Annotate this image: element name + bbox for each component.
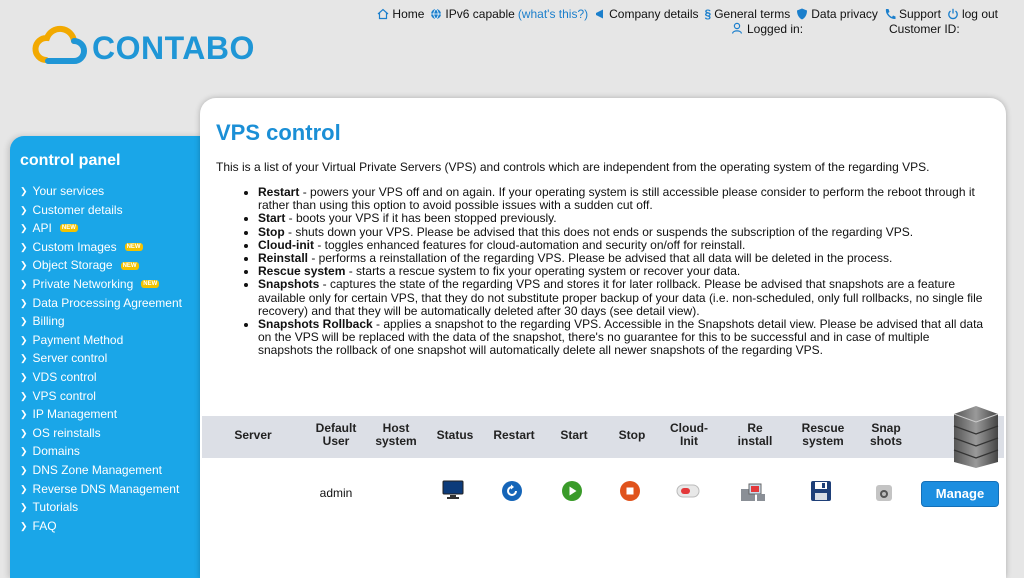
th-rescue-system — [802, 422, 845, 448]
new-badge: NEW — [126, 244, 141, 251]
th-default-user-line1: Default — [315, 421, 357, 435]
sidebar-item-private-networking[interactable] — [20, 275, 182, 294]
sidebar-item-label: Server control — [32, 351, 108, 366]
chevron-right-icon: ❯ — [20, 260, 28, 271]
th-rescue-line2: system — [802, 434, 844, 448]
new-badge: NEW — [143, 281, 158, 288]
th-server: Server — [234, 428, 272, 442]
sidebar-item-custom-images[interactable] — [20, 238, 182, 257]
page-title: VPS control — [216, 120, 341, 145]
rescue-floppy-icon[interactable] — [810, 480, 832, 502]
data-privacy-link[interactable] — [796, 7, 878, 21]
chevron-right-icon: ❯ — [20, 502, 28, 513]
sidebar-item-billing[interactable] — [20, 312, 182, 331]
chevron-right-icon: ❯ — [20, 278, 28, 289]
sidebar-item-label: IP Management — [32, 407, 118, 422]
sidebar-item-label: API — [32, 221, 52, 236]
chevron-right-icon: ❯ — [20, 464, 28, 475]
ipv6-info — [430, 7, 588, 21]
sidebar-menu — [20, 182, 182, 535]
intro-text: This is a list of your Virtual Private Servers (VPS) and controls which are independent from the operating system of the regarding VPS. — [216, 160, 930, 174]
help-term: Stop — [258, 224, 285, 239]
sidebar — [10, 136, 204, 578]
cloud-init-toggle[interactable] — [676, 484, 700, 498]
sidebar-item-label: Data Processing Agreement — [32, 295, 182, 310]
new-badge: NEW — [61, 225, 76, 232]
chevron-right-icon: ❯ — [20, 204, 28, 215]
sidebar-item-ip-management[interactable] — [20, 405, 182, 424]
th-rescue-line1: Rescue — [801, 421, 845, 435]
sidebar-item-label: Customer details — [32, 202, 123, 217]
help-term: Rescue system — [258, 264, 346, 279]
help-item — [258, 186, 986, 212]
sidebar-item-os-reinstalls[interactable] — [20, 424, 182, 443]
row-default-user: admin — [319, 486, 353, 500]
logout-link[interactable] — [947, 7, 998, 21]
support-label: Support — [898, 7, 941, 21]
th-cloud-init — [670, 422, 708, 448]
th-cloud-line1: Cloud- — [670, 421, 708, 435]
power-icon — [947, 8, 959, 20]
shield-icon — [796, 8, 808, 20]
help-term: Restart — [258, 185, 300, 199]
sidebar-item-label: DNS Zone Management — [32, 462, 162, 477]
sidebar-item-label: Billing — [32, 314, 65, 329]
help-description: - boots your VPS if it has been stopped previously. — [285, 211, 557, 226]
restart-icon[interactable] — [501, 480, 523, 502]
chevron-right-icon: ❯ — [20, 334, 28, 345]
sidebar-item-payment-method[interactable] — [20, 331, 182, 350]
sidebar-item-faq[interactable] — [20, 517, 182, 536]
general-terms-link[interactable] — [705, 7, 791, 21]
customer-id-label: Customer ID: — [889, 22, 960, 36]
chevron-right-icon: ❯ — [20, 316, 28, 327]
help-description: - applies a snapshot to the regarding VPS. Accessible in the Snapshots detail view. Please be advised that all data on the VPS will be replaced with the data of the snapshot, there's no guarantee for this to be successful and in case of multiple snapshots the rollback of one snapshot will automatically delete all newer snapshots of the regarding VPS. — [258, 317, 984, 358]
sidebar-item-label: Domains — [32, 444, 80, 459]
server-rack-icon — [948, 404, 1004, 468]
sidebar-item-label: Private Networking — [32, 276, 134, 291]
chevron-right-icon: ❯ — [20, 223, 28, 234]
sidebar-item-label: FAQ — [32, 518, 57, 533]
sidebar-item-server-control[interactable] — [20, 349, 182, 368]
sidebar-item-label: VDS control — [32, 369, 97, 384]
support-link[interactable] — [884, 7, 941, 21]
chevron-right-icon: ❯ — [20, 446, 28, 457]
th-snap-line2: shots — [869, 434, 903, 448]
sidebar-title: control panel — [20, 152, 121, 169]
th-default-user — [316, 422, 357, 448]
sidebar-item-label: Custom Images — [32, 239, 117, 254]
sidebar-item-domains[interactable] — [20, 442, 182, 461]
company-details-label: Company details — [609, 7, 699, 21]
help-item — [258, 278, 986, 318]
sidebar-item-object-storage[interactable] — [20, 256, 182, 275]
help-description: - performs a reinstallation of the regarding VPS. Please be advised that all data will be deleted in the process. — [308, 251, 893, 266]
th-reinstall — [738, 422, 773, 448]
data-privacy-label: Data privacy — [811, 7, 878, 21]
sidebar-item-label: VPS control — [32, 388, 96, 403]
sidebar-item-vps-control[interactable] — [20, 387, 182, 406]
logged-in-label: Logged in: — [747, 22, 804, 36]
user-icon — [731, 22, 743, 34]
chevron-right-icon: ❯ — [20, 520, 28, 531]
help-term: Snapshots Rollback — [258, 317, 373, 332]
th-stop: Stop — [618, 428, 646, 442]
home-label: Home — [392, 7, 425, 21]
help-description: - powers your VPS off and on again. If your operating system is still accessible please consider to perform the reboot through it rather than using this option to avoid possible issues with a sudden cut off. — [258, 185, 975, 213]
th-host-line1: Host — [382, 421, 410, 435]
sidebar-item-data-processing-agreement[interactable] — [20, 294, 182, 313]
sidebar-item-label: Tutorials — [32, 500, 79, 515]
help-item — [258, 318, 986, 358]
sidebar-item-label: Reverse DNS Management — [32, 481, 180, 496]
megaphone-icon — [594, 8, 606, 20]
help-description: - starts a rescue system to fix your operating system or recover your data. — [345, 264, 741, 279]
company-details-link[interactable] — [594, 7, 698, 21]
home-icon — [377, 8, 389, 20]
help-term: Snapshots — [258, 277, 320, 292]
th-host-line2: system — [375, 434, 417, 448]
th-status: Status — [436, 428, 474, 442]
sidebar-item-label: OS reinstalls — [32, 425, 101, 440]
phone-icon — [884, 8, 896, 20]
chevron-right-icon: ❯ — [20, 371, 28, 382]
help-list — [246, 186, 986, 358]
chevron-right-icon: ❯ — [20, 353, 28, 364]
new-badge: NEW — [122, 262, 137, 269]
sidebar-item-vds-control[interactable] — [20, 368, 182, 387]
chevron-right-icon: ❯ — [20, 409, 28, 420]
cloud-logo-icon — [32, 24, 90, 68]
sidebar-item-label: Payment Method — [32, 332, 124, 347]
reinstall-icon[interactable] — [738, 480, 768, 504]
chevron-right-icon: ❯ — [20, 297, 28, 308]
paragraph-icon: § — [704, 7, 712, 21]
sidebar-item-reverse-dns-management[interactable] — [20, 480, 182, 499]
snapshots-camera-icon[interactable] — [875, 484, 893, 502]
th-default-user-line2: User — [322, 434, 350, 448]
sidebar-item-label: Object Storage — [32, 258, 113, 273]
chevron-right-icon: ❯ — [20, 390, 28, 401]
status-monitor-icon — [442, 480, 464, 500]
table-header — [202, 416, 1004, 458]
sidebar-item-your-services[interactable] — [20, 182, 182, 201]
th-host-system — [375, 422, 416, 448]
contabo-logo[interactable] — [32, 24, 292, 68]
chevron-right-icon: ❯ — [20, 427, 28, 438]
top-navigation — [377, 7, 998, 21]
help-term: Cloud-init — [258, 237, 314, 252]
sidebar-item-label: Your services — [32, 184, 105, 198]
chevron-right-icon: ❯ — [20, 483, 28, 494]
main-panel — [200, 98, 1006, 578]
th-start: Start — [560, 428, 588, 442]
sidebar-item-dns-zone-management[interactable] — [20, 461, 182, 480]
logout-label: log out — [961, 7, 998, 21]
general-terms-label: General terms — [714, 7, 791, 21]
globe-icon — [430, 8, 442, 20]
th-snapshots — [870, 422, 902, 448]
help-description: - toggles enhanced features for cloud-automation and security on/off for reinstall. — [313, 237, 746, 252]
th-reinstall-line1: Re — [747, 421, 763, 435]
ipv6-whats-this-link[interactable]: (what's this?) — [517, 7, 589, 21]
th-reinstall-line2: install — [737, 434, 773, 448]
th-cloud-line2: Init — [680, 434, 698, 448]
sidebar-item-api[interactable] — [20, 219, 182, 238]
sidebar-item-tutorials[interactable] — [20, 498, 182, 517]
start-icon[interactable] — [561, 480, 583, 502]
manage-button[interactable]: Manage — [921, 481, 999, 507]
help-term: Start — [258, 211, 286, 226]
chevron-right-icon: ❯ — [20, 186, 28, 196]
home-link[interactable] — [377, 7, 424, 21]
ipv6-label: IPv6 capable — [445, 7, 515, 21]
stop-icon[interactable] — [619, 480, 641, 502]
chevron-right-icon: ❯ — [20, 241, 28, 252]
th-restart: Restart — [493, 428, 535, 442]
th-snap-line1: Snap — [871, 421, 901, 435]
logged-in-info — [731, 22, 803, 36]
help-description: - shuts down your VPS. Please be advised that this does not ends or suspends the subscription of the regarding VPS. — [284, 224, 914, 239]
help-description: - captures the state of the regarding VPS and stores it for later rollback. Please be advised that snapshots are a feature available only for certain VPS, that they do not substitute proper backup of your data (i.e. non-scheduled, only full rollbacks, no single file recovery) and that they will be automatically deleted after 30 days (see detail view). — [258, 277, 983, 318]
brand-name: CONTABO — [92, 30, 255, 66]
sidebar-item-customer-details[interactable] — [20, 201, 182, 220]
help-term: Reinstall — [258, 251, 309, 266]
